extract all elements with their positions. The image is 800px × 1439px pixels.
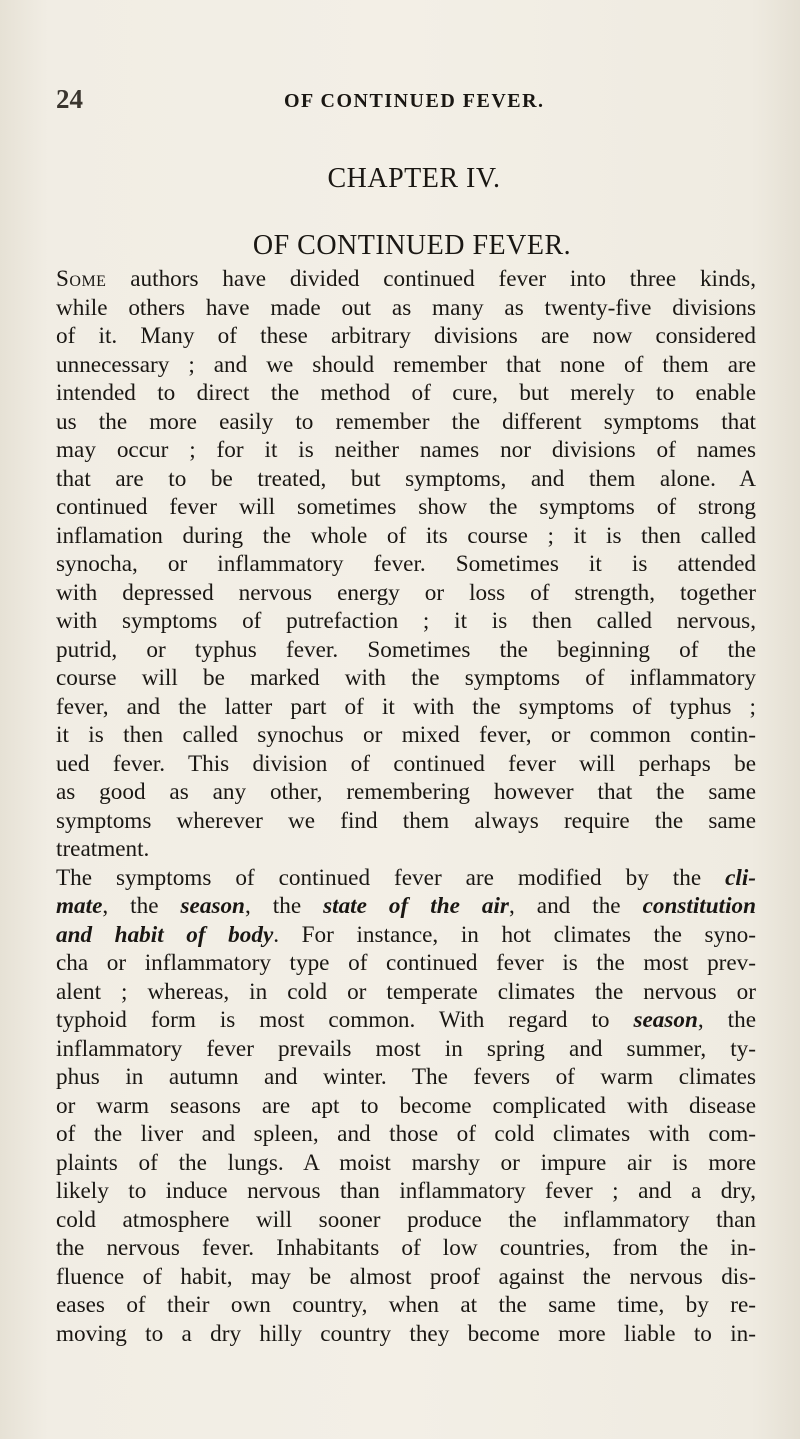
text-line: course will be marked with the symptoms of inflammatory <box>56 665 756 691</box>
text-line <box>56 921 756 950</box>
chapter-title: OF CONTINUED FEVER. <box>252 230 572 261</box>
text-line <box>56 1006 756 1035</box>
body-text <box>56 265 756 1348</box>
emphasis: season <box>180 893 245 919</box>
line-text: typhoid form is most common. With regard to <box>56 1007 634 1033</box>
small-caps-word: Some <box>56 266 107 292</box>
text-line: unnecessary ; and we should remember that none of them are <box>56 351 756 378</box>
line-text: , the <box>697 1007 757 1033</box>
text-line: putrid, or typhus fever. Sometimes the beginning of the <box>56 636 756 663</box>
text-line <box>56 892 756 921</box>
emphasis: state of the air <box>323 893 509 919</box>
emphasis: mate <box>56 893 103 919</box>
text-line: alent ; whereas, in cold or temperate climates the nervous or <box>56 978 756 1005</box>
page-number: 24 <box>56 84 83 114</box>
line-text: . For instance, in hot climates the syno- <box>273 921 756 948</box>
text-line: us the more easily to remember the different symptoms that <box>56 408 756 435</box>
text-line: fever, and the latter part of it with the symptoms of typhus ; <box>56 693 756 720</box>
text-line: intended to direct the method of cure, but merely to enable <box>56 380 756 406</box>
text-line: with depressed nervous energy or loss of strength, together <box>56 579 756 606</box>
emphasis: cli- <box>725 864 756 891</box>
text-line: likely to induce nervous than inflammatory fever ; and a dry, <box>56 1178 756 1204</box>
text-line <box>56 864 756 893</box>
text-line: phus in autumn and winter. The fevers of warm climates <box>56 1064 756 1090</box>
text-line: inflammatory fever prevails most in spring and summer, ty- <box>56 1035 756 1062</box>
emphasis: and habit of body <box>56 921 274 948</box>
text-line: plaints of the lungs. A moist marshy or impure air is more <box>56 1149 756 1176</box>
emphasis: season <box>633 1007 698 1033</box>
text-line: moving to a dry hilly country they become more liable to in- <box>56 1320 756 1347</box>
emphasis: constitution <box>642 893 757 919</box>
text-line: cha or inflammatory type of continued fever is the most prev- <box>56 950 756 976</box>
text-line: of the liver and spleen, and those of cold climates with com- <box>56 1121 756 1147</box>
text-line: the nervous fever. Inhabitants of low countries, from the in- <box>56 1235 756 1261</box>
running-title: OF CONTINUED FEVER. <box>284 90 545 112</box>
running-head <box>56 84 746 114</box>
text-line: treatment. <box>56 836 150 862</box>
text-line: or warm seasons are apt to become complicated with disease <box>56 1092 756 1119</box>
text-line: synocha, or inflammatory fever. Sometimes it is attended <box>56 551 756 577</box>
line-text: , the <box>102 893 181 919</box>
text-line: continued fever will sometimes show the symptoms of strong <box>56 494 756 520</box>
line-text: , the <box>244 893 324 919</box>
text-line: cold atmosphere will sooner produce the inflammatory than <box>56 1206 756 1233</box>
text-line: eases of their own country, when at the same time, by re- <box>56 1292 756 1318</box>
text-line: fluence of habit, may be almost proof against the nervous dis- <box>56 1263 756 1290</box>
line-text: , and the <box>508 893 643 919</box>
text-line: ued fever. This division of continued fever will perhaps be <box>56 750 756 777</box>
line-text: The symptoms of continued fever are modified by the <box>56 864 726 891</box>
text-line: as good as any other, remembering however that the same <box>56 779 756 805</box>
text-line: symptoms wherever we find them always require the same <box>56 807 756 834</box>
text-line: it is then called synochus or mixed fever, or common contin- <box>56 722 756 748</box>
text-line: that are to be treated, but symptoms, and them alone. A <box>56 465 756 492</box>
text-line: may occur ; for it is neither names nor divisions of names <box>56 437 756 463</box>
text-line: of it. Many of these arbitrary divisions are now considered <box>56 323 756 349</box>
text-line: with symptoms of putrefaction ; it is then called nervous, <box>56 608 756 634</box>
text-line <box>56 265 756 294</box>
text-line: inflamation during the whole of its course ; it is then called <box>56 522 756 549</box>
text-line: while others have made out as many as twenty-five divisions <box>56 294 756 321</box>
line-text: authors have divided continued fever into three kinds, <box>106 266 756 292</box>
chapter-number: CHAPTER IV. <box>327 163 501 194</box>
